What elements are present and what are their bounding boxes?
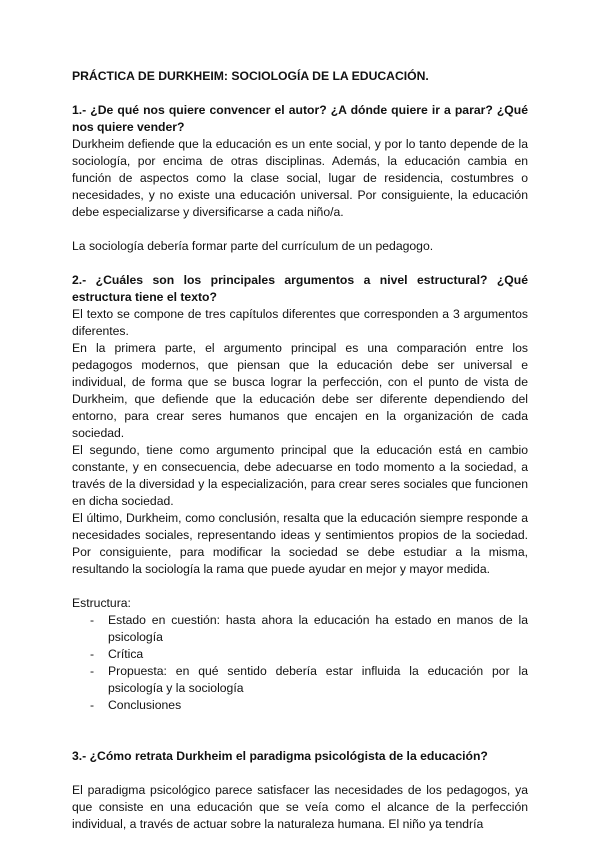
answer-1-paragraph-2: La sociología debería formar parte del currículum de un pedagogo. (72, 239, 434, 253)
question-3: 3.- ¿Cómo retrata Durkheim el paradigma psicológista de la educación? (72, 749, 488, 763)
list-item-text: Estado en cuestión: hasta ahora la educación ha estado en manos de la psicología (108, 613, 528, 644)
answer-2-paragraph-1: El texto se compone de tres capítulos diferentes que corresponden a 3 argumentos diferentes. (72, 307, 528, 338)
question-2: 2.- ¿Cuáles son los principales argumentos a nivel estructural? ¿Qué estructura tiene el texto? (72, 273, 528, 304)
document-title: PRÁCTICA DE DURKHEIM: SOCIOLOGÍA DE LA EDUCACIÓN. (72, 69, 429, 83)
question-1: 1.- ¿De qué nos quiere convencer el autor? ¿A dónde quiere ir a parar? ¿Qué nos quiere vender? (72, 103, 528, 134)
document-page (72, 68, 528, 833)
list-item (72, 663, 528, 697)
answer-1-paragraph-1: Durkheim defiende que la educación es un ente social, y por lo tanto depende de la sociología, por encima de otras disciplinas. Además, la educación cambia en función de aspectos como la clase social, lugar de residencia, costumbres o necesidades, y no existe una educación universal. Por consiguiente, la educación debe especializarse y diversificarse a cada niño/a. (72, 137, 528, 219)
bullet-dash: - (90, 698, 95, 712)
answer-2-paragraph-4: El último, Durkheim, como conclusión, resalta que la educación siempre responde a necesidades sociales, representando ideas y sentimientos propios de la sociedad. Por consiguiente, para modificar la sociedad se debe estudiar a la misma, resultando la sociología la rama que puede ayudar en mejor y mayor medida. (72, 511, 528, 576)
answer-2-paragraph-2: En la primera parte, el argumento principal es una comparación entre los pedagogos modernos, que piensan que la educación debe ser universal e individual, de forma que se busca lograr la perfección, con el punto de vista de Durkheim, que defiende que la educación debe ser diferente dependiendo del entorno, para crear seres humanos que encajen en la organización de cada sociedad. (72, 341, 528, 440)
bullet-dash: - (90, 664, 95, 678)
list-item-text: Propuesta: en qué sentido debería estar influida la educación por la psicología y la sociología (108, 664, 528, 695)
structure-list (72, 612, 528, 714)
answer-3-paragraph-1: El paradigma psicológico parece satisfacer las necesidades de los pedagogos, ya que consiste en una educación que se veía como el alcance de la perfección individual, a través de actuar sobre la naturaleza humana. El niño ya tendría (72, 783, 528, 831)
bullet-dash: - (90, 613, 95, 627)
structure-label: Estructura: (72, 596, 131, 610)
list-item-text: Crítica (108, 647, 144, 661)
list-item (72, 646, 528, 663)
list-item (72, 697, 528, 714)
list-item (72, 612, 528, 646)
list-item-text: Conclusiones (108, 698, 182, 712)
bullet-dash: - (90, 647, 95, 661)
answer-2-paragraph-3: El segundo, tiene como argumento principal que la educación está en cambio constante, y en consecuencia, debe adecuarse en todo momento a la sociedad, a través de la diversidad y la especialización, para crear seres sociales que funcionen en dicha sociedad. (72, 443, 528, 508)
